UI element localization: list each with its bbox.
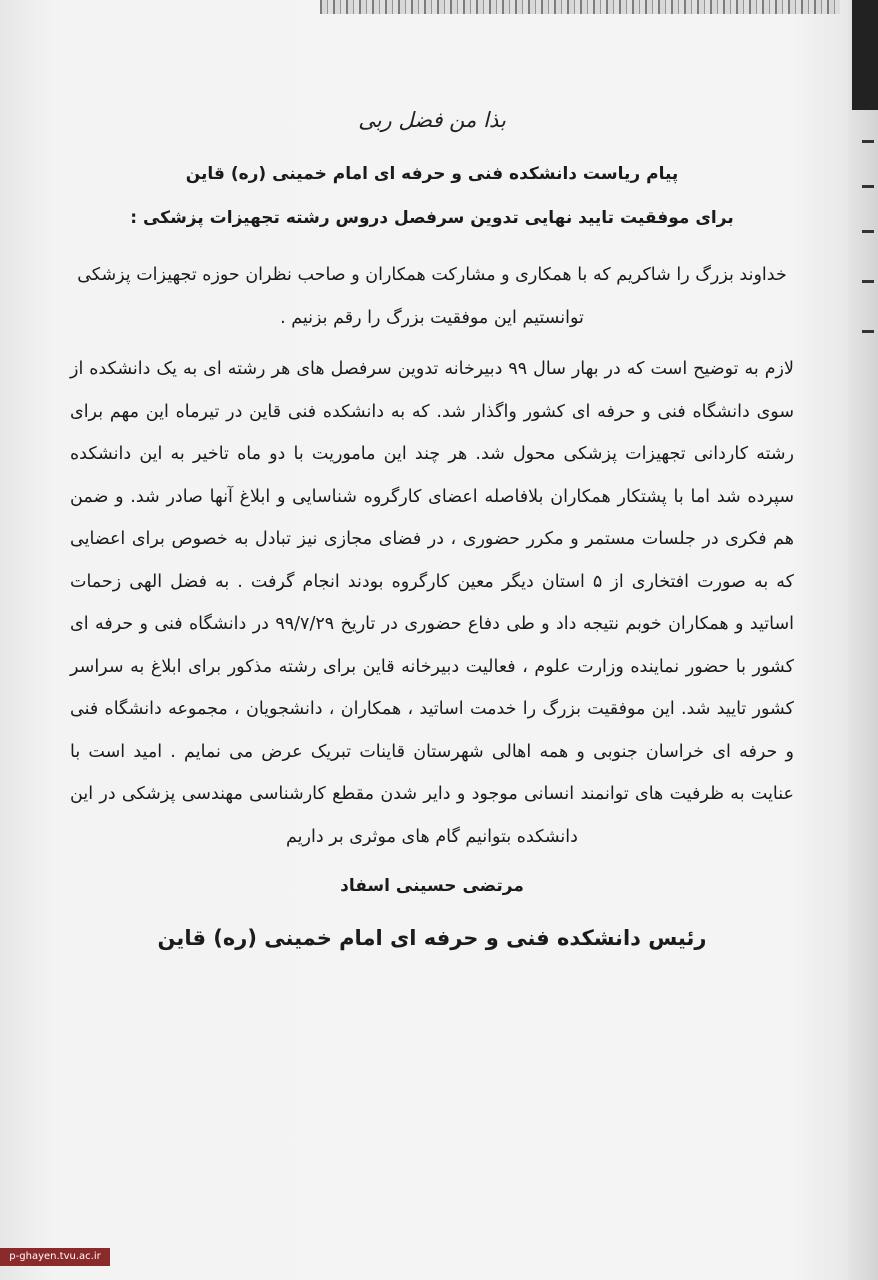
- scan-mark: [862, 185, 874, 188]
- letter-content: [60, 108, 804, 950]
- scan-mark: [862, 230, 874, 233]
- scan-mark: [862, 280, 874, 283]
- signer-title: رئیس دانشکده فنی و حرفه ای امام خمینی (ره) قاین: [157, 926, 707, 950]
- scan-edge-top: [320, 0, 840, 14]
- body-paragraph: لازم به توضیح است که در بهار سال ۹۹ دبیرخانه تدوین سرفصل های هر رشته ای به یک دانشکده از سوی دانشگاه فنی و حرفه ای کشور واگذار شد. که به دانشکده فنی قاین در تیرماه این مهم برای رشته کاردانی تجهیزات پزشکی محول شد. هر چند این ماموریت با دو ماه تاخیر به این دانشکده سپرده شد اما با پشتکار همکاران بلافاصله اعضای کارگروه شناسایی و ابلاغ آنها صادر شد. و ضمن هم فکری در جلسات مستمر و مکرر حضوری ، در فضای مجازی نیز تبادل به خصوص برای اعضایی که به صورت افتخاری از ۵ استان دیگر معین کارگروه بودند انجام گرفت . به فضل الهی زحمات اساتید و همکاران خوبم نتیجه داد و طی دفاع حضوری در تاریخ ۹۹/۷/۲۹ در دانشگاه فنی و حرفه ای کشور با حضور نماینده وزارت علوم ، فعالیت دبیرخانه قاین برای رشته مذکور برای ابلاغ به سراسر کشور تایید شد. این موفقیت بزرگ را خدمت اساتید ، همکاران ، دانشجویان ، مجموعه دانشگاه فنی و حرفه ای خراسان جنوبی و همه اهالی شهرستان قاینات تبریک عرض می نمایم . امید است با عنایت به ظرفیت های توانمند انسانی موجود و دایر شدن مقطع کارشناسی مهندسی پزشکی در این دانشکده بتوانیم گام های موثری بر داریم: [70, 359, 795, 847]
- scan-edge-right: [848, 0, 878, 1280]
- letter-heading: پیام ریاست دانشکده فنی و حرفه ای امام خمینی (ره) قاین: [185, 164, 679, 184]
- intro-paragraph: خداوند بزرگ را شاکریم که با همکاری و مشارکت همکاران و صاحب نظران حوزه تجهیزات پزشکی توانستیم این موفقیت بزرگ را رقم بزنیم .: [77, 265, 787, 328]
- basmala: بذا من فضل ربی: [358, 108, 506, 132]
- site-watermark: p-ghayen.tvu.ac.ir: [0, 1248, 110, 1266]
- scan-mark: [862, 330, 874, 333]
- letter-subheading: برای موفقیت تایید نهایی تدوین سرفصل دروس رشته تجهیزات پزشکی :: [130, 208, 734, 228]
- signer-name: مرتضی حسینی اسفاد: [340, 876, 524, 896]
- scan-mark: [862, 140, 874, 143]
- scan-dark-block: [852, 0, 878, 110]
